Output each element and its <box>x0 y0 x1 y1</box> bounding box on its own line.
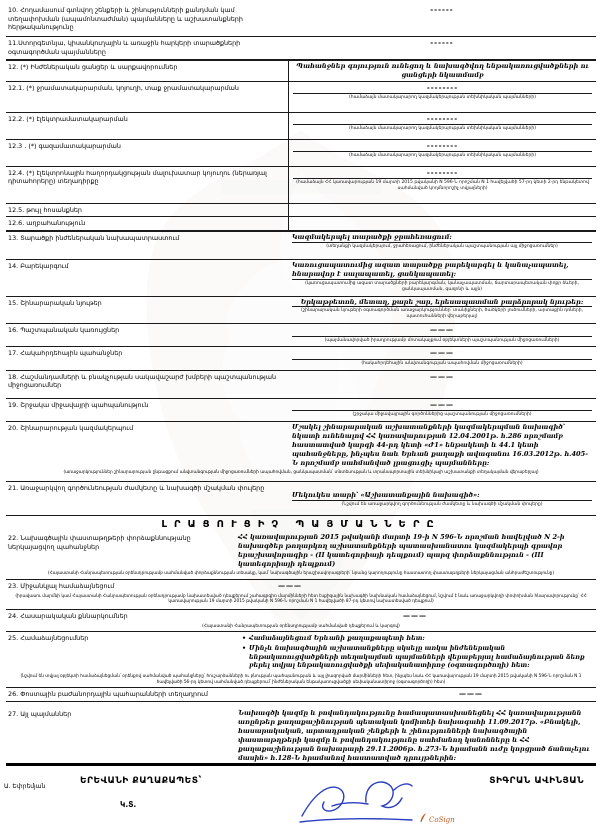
row-18-label: 18. Հաշմանդամների և բնակչության սակավաշարժ խմբերի պաշտպանության միջոցառումներ <box>8 372 277 390</box>
form-row-15 <box>6 297 596 325</box>
cosign-label: CoSign <box>429 816 455 825</box>
row-23-label: 23. Միջանկյալ համաձայնեցում <box>8 582 115 591</box>
form-row-12-6 <box>6 217 596 232</box>
row-12-6-value <box>288 217 596 230</box>
row-22-note: (Հայաստանի Հանրապետության օրենսդրությամբ սահմանված փորձաքննության տեսակը, կամ՝ նախագծային երաշխավորագրերի՝ նրանց կարողությունը հաստատող փաստաթղթերի ներկայացման անհրաժեշտությունը) <box>47 570 555 576</box>
agreement-item: • Համաձայնեցում Երևանի քաղաքապետի հետ: <box>242 634 592 643</box>
form-row-12-3 <box>6 140 596 167</box>
row-12-value: Պահանջներ գոյություն ունեցող և նախագծվող ենթակառուցվածքների ու ցանցերի նկատմամբ <box>288 61 596 81</box>
row-15-note: (շինարարական նյութերի օգտագործման առաջարկություններ՝ տանիքների, ծածկերի լուծումների, արտաքին դռների, պատուհանների վերաբերյալ) <box>300 308 583 320</box>
form-row-12-4 <box>6 167 596 204</box>
row-20-value: Մշակել շինարարական աշխատանքների կազմակերպման նախագիծ՝ նկատի ունենալով ՀՀ կառավարության 12.04.2001թ. հ.286 որոշմամբ հաստատված կարգի 44-րդ կետի «Ժ1» ենթակետի և 44.1 կետի պահանջները, ինչպես նաև Երևան քաղաքի ավագանու 16.03.2012թ. հ.405-Ն որոշմամբ սահմանված լրացուցիչ պայմանները: <box>292 423 588 467</box>
row-14-label: 14. Բարեկարգում <box>8 262 69 271</box>
row-26-value: ——— <box>459 690 483 699</box>
mayor-name: ՏԻԳՐԱՆ ԱՎԻՆՅԱՆ <box>489 776 584 787</box>
row-12-4-note: (համաձայն ՀՀ կառավարության 19 մարտի 2015 թվականի N 596-Ն որոշման N 1 հավելվածի 57-րդ կետի 2-րդ ենթակետով սահմանված կողմնորոշիչ տվյալների) <box>296 180 589 192</box>
signature-ink <box>294 776 424 828</box>
row-17-value: ——— (հակահրդեհային անվտանգության ապահովման միջոցառումների) <box>288 347 596 369</box>
form-row-26 <box>6 688 596 702</box>
row-12-3-note: (համաձայն մատակարարող կազմակերպության տեխնիկական պայմանների) <box>349 153 536 159</box>
row-14-note: (կառուցապատումից ազատ տարածքների բարեկարգման, կանաչապատման, ճարտարապետական փոքր ձևերի, ցանկապատման, գազոնի և այլն) <box>305 280 579 292</box>
cosign-logo <box>418 812 455 824</box>
agreements-list <box>238 634 592 670</box>
row-13-label: 13. Տարածքի ինժեներական նախապատրաստում <box>8 234 180 243</box>
form-row-16 <box>6 324 596 347</box>
form-row-12-1 <box>6 82 596 113</box>
row-19-value: ——— (շրջակա միջավայրային գործոններից պաշտպանության միջոցառումների) <box>288 399 596 421</box>
form-row-22 <box>6 532 596 580</box>
row-24-note: (Հայաստանի Հանրապետության օրենսդրությամբ սահմանված դեպքերում և կարգով) <box>202 623 400 629</box>
form-row-12 <box>6 61 596 82</box>
additional-conditions-heading: ԼՐԱՑՈՒՑԻՉ ՊԱՅՄԱՆՆԵՐԸ <box>161 519 441 531</box>
seal-placeholder: Կ.Տ. <box>120 800 137 810</box>
row-12-2-value: -------- (համաձայն մատակարարող կազմակերպության տեխնիկական պայմանների) <box>288 113 596 139</box>
form-row-14 <box>6 260 596 296</box>
row-19-note: (շրջակա միջավայրային գործոններից պաշտպանության միջոցառումների) <box>352 412 532 418</box>
row-12-6-label: 12.6. աղբահանություն <box>8 219 86 228</box>
form-row-27 <box>6 708 596 766</box>
row-21-label: 21. Առաջարկվող գործունեության ժամկետը և նախագծի մշակման փուլերը <box>8 484 265 493</box>
row-25-note: (նշվում են տվյալ օբյեկտի համաձայնեցման՝ օրենքով սահմանված պահանջները՝ հուշարձանների ու բնության պահպանության և այլ լիազորված մարմինների հետ, ինչպես նաև ՀՀ կառավարության 19 մարտի 2015 թվականի N 596-Ն որոշման N 1 հավելվածի 56-րդ կետով սահմանված դեպքերում՝ ինժեներական ենթակառուցվածքի սեփականատիրոջ (օգտագործողի) հետ) <box>20 673 582 685</box>
row-12-3-label: 12.3 . (*) գազամատակարարման <box>8 141 121 150</box>
row-26-label: 26. Փոստային բաժանորդային պահարանների տեղադրում <box>8 690 208 699</box>
form-row-12-2 <box>6 113 596 140</box>
form-row-18 <box>6 371 596 399</box>
row-18-value: ——— <box>430 372 454 381</box>
row-13-note: (տեղանքի կազմակերպում, ջրահեռացում, ինժեներական պաշտպանության այլ միջոցառումներ) <box>326 243 558 249</box>
row-27-value: Նախագծի կազմը և բովանդակությունը համապատասխանեցնել ՀՀ կառավարությանն առընթեր քաղաքաշինության պետական կոմիտեի նախագահի 11.09.2017թ. «Բնակելի, հասարակական, արտադրական շենքերի և շինությունների նախագծային փաստաթղթերի կազմը և բովանդակությունը սահմանող կանոնները և ՀՀ քաղաքաշինության նախարարի 29.11.2006թ. հ.273-Ն հրամանն ուժը կորցրած ճանաչելու մասին» հ.128-Ն հրամանով հաստատված դրույթներին: <box>238 709 590 762</box>
row-20-label: 20. Շինարարության կազմակերպում <box>8 424 134 433</box>
row-23-value: ——— <box>278 582 302 591</box>
row-15-label: 15. Շինարարական նյութեր <box>8 298 102 307</box>
row-12-label: 12. (*) Ինժեներական ցանցեր և սարքավորումներ <box>8 63 178 71</box>
row-12-2-note: (համաձայն մատակարարող կազմակերպության տեխնիկական պայմանների) <box>349 126 536 132</box>
row-12-4-label: 12.4. (*) էլեկտրոնային հաղորդակցության մալուխատար կոյուղու (ներառյալ դիտահորերը) տեղադիրքը <box>8 168 267 186</box>
row-16-label: 16. Պաշտպանական կառույցներ <box>8 326 120 335</box>
row-12-5-value <box>288 204 596 217</box>
row-15-value: Երկաթբետոն, մետաղ, քարե շար, երեսապատման բարձրորակ նյութեր: (շինարարական նյութերի օգտագործման առաջարկություններ՝ տանիքների, ծածկերի լուծումների, արտաքին դռների, պատուհանների վերաբերյալ) <box>288 297 596 324</box>
row-21-note: (Նշվում են առաջարկվող գործունեության ժամկետը և նախագծի մշակման փուլերը) <box>341 502 543 508</box>
row-12-1-value: -------- (համաձայն մատակարարող կազմակերպության տեխնիկական պայմանների) <box>288 82 596 112</box>
form-row-10 <box>6 4 596 37</box>
clerk-initials: Ա. Եփրեմյան <box>4 783 46 790</box>
row-13-value: Կազմակերպել տարածքի ջրահեռացում: (տեղանքի կազմակերպում, ջրահեռացում, ինժեներական պաշտպանության այլ միջոցառումներ) <box>288 232 596 259</box>
row-21-value: Մեկուկես տարի՝ «Աշխատանքային նախագիծ»: (Նշվում են առաջարկվող գործունեության ժամկետը և նախագծի մշակման փուլերը) <box>288 482 596 515</box>
row-14-value: Կառուցապատումից ազատ տարածքը բարեկարգել և կանաչապատել, հնարավոր է սալապատել, ցանկապատել: (կառուցապատումից ազատ տարածքների բարեկարգման, կանաչապատման, ճարտարապետական փոքր ձևերի, ցանկապատման, գազոնի և այլն) <box>288 260 596 295</box>
form-row-19 <box>6 399 596 422</box>
form-row-24 <box>6 610 596 632</box>
row-25-value <box>234 632 596 673</box>
row-11-value: ------ <box>430 39 454 47</box>
quill-icon <box>418 812 428 824</box>
form-row-25 <box>6 632 596 688</box>
row-10-value: ------ <box>430 6 454 14</box>
form-row-21 <box>6 482 596 516</box>
form-row-11 <box>6 37 596 61</box>
form-row-17 <box>6 347 596 370</box>
row-12-1-note: (համաձայն մատակարարող կազմակերպության տեխնիկական պայմանների) <box>349 95 536 101</box>
row-22-value: ՀՀ կառավարության 2015 թվականի մարտի 19-ի N 596-Ն որոշման հավելված N 2-ի նախագծեր թողարկող աշխատանքների պատասխանատու կազմակերպի գրավոր երաշխավորագիր - (II կատեգորիայի դեպքում) պարզ փորձաքննություն - (III կատեգորիայի դեպքում) <box>238 533 565 568</box>
row-12-5-label: 12.5. թույլ հոսանքներ <box>8 205 82 214</box>
form-row-12-5 <box>6 204 596 218</box>
row-24-value: ——— <box>403 612 427 621</box>
row-12-1-label: 12.1. (*) ջրամատակարարման, կոյուղի, տաք ջրամատակարարման <box>8 83 239 92</box>
row-17-note: (հակահրդեհային անվտանգության ապահովման միջոցառումների) <box>361 360 523 366</box>
form-row-20 <box>6 422 596 482</box>
row-25-label: 25. Համաձայնեցումներ <box>8 634 89 643</box>
row-10-label: 10. Հողամասում գտնվող շենքերի և շինությունների քանդման կամ տեղափոխման (ապամոնտաժման) պայմանները և աշխատանքների հերթականությունը <box>8 6 243 32</box>
row-22-label: 22. Նախագծային փաստաթղթերի փորձաքննությանը ներկայացվող պահանջներ <box>8 534 191 551</box>
row-20-note: (առաջարկություններ շինարարության ընթացքում անվտանգության միջոցառումների ապահովման, ցանկապատման՝ տնտեսության և տրանսպորտային տեխնիկայի աշխատանքի տեղակայման վերաբերյալ) <box>63 469 539 475</box>
row-12-4-value: -------- (համաձայն ՀՀ կառավարության 19 մարտի 2015 թվականի N 596-Ն որոշման N 1 հավելվածի 57-րդ կետի 2-րդ ենթակետով սահմանված կողմնորոշիչ տվյալների) <box>288 167 596 203</box>
mayor-title: ԵՐԵՎԱՆԻ ՔԱՂԱՔԱՊԵՏ՝ <box>80 776 202 787</box>
row-11-label: 11.Ստորգետնյա, կիսանկուղային և առաջին հարկերի տարածքների օգտագործման պայմանները <box>8 39 241 56</box>
row-27-label: 27. Այլ պայմաններ <box>8 710 72 719</box>
row-19-label: 19. Շրջակա միջավայրի պահպանություն <box>8 400 149 409</box>
form-row-23 <box>6 580 596 610</box>
row-12-3-value: -------- (համաձայն մատակարարող կազմակերպության տեխնիկական պայմանների) <box>288 140 596 166</box>
agreement-item: • Մինչև նախագծային աշխատանքները սկսելը առկա ինժեներական ենթակառուցվածքների տեղակայման պայմանների վերաբերյալ համաձայնության ձեռք բերել տվյալ ենթակառուցվածքի սեփականատիրոջ (օգտագործողի) հետ: <box>242 644 592 670</box>
form-row-13 <box>6 232 596 260</box>
row-16-value: ——— (պայմանավորված իրադրությամբ մոտակայքում օբյեկտների պաշտպանության միջոցառումների) <box>288 324 596 346</box>
row-12-2-label: 12.2. (*) էլեկտրամատակարարման <box>8 114 128 123</box>
row-16-note: (պայմանավորված իրադրությամբ մոտակայքում օբյեկտների պաշտպանության միջոցառումների) <box>324 337 560 343</box>
row-24-label: 24. Հասարակական քննարկումներ <box>8 612 128 621</box>
signoff-block <box>6 766 596 825</box>
row-17-label: 17. Հակահրդեհային պահանջներ <box>8 349 123 358</box>
row-23-note: (իրավասու մարմնի կամ Հայաստանի Հանրապետության օրենսդրությամբ նախատեսված դեպքերում շահագրգիռ մարմինների հետ էսքիզային նախագծի նախնական համաձայնեցում, նշվում է նաև առաջարկվողի փոփոխման հնարավորությունը՝ ՀՀ կառավարության 19 մարտի 2015 թվականի N 596-Ն որոշման N 1 հավելվածի 87-րդ կետով նախատեսված դեպքում) <box>15 593 587 605</box>
